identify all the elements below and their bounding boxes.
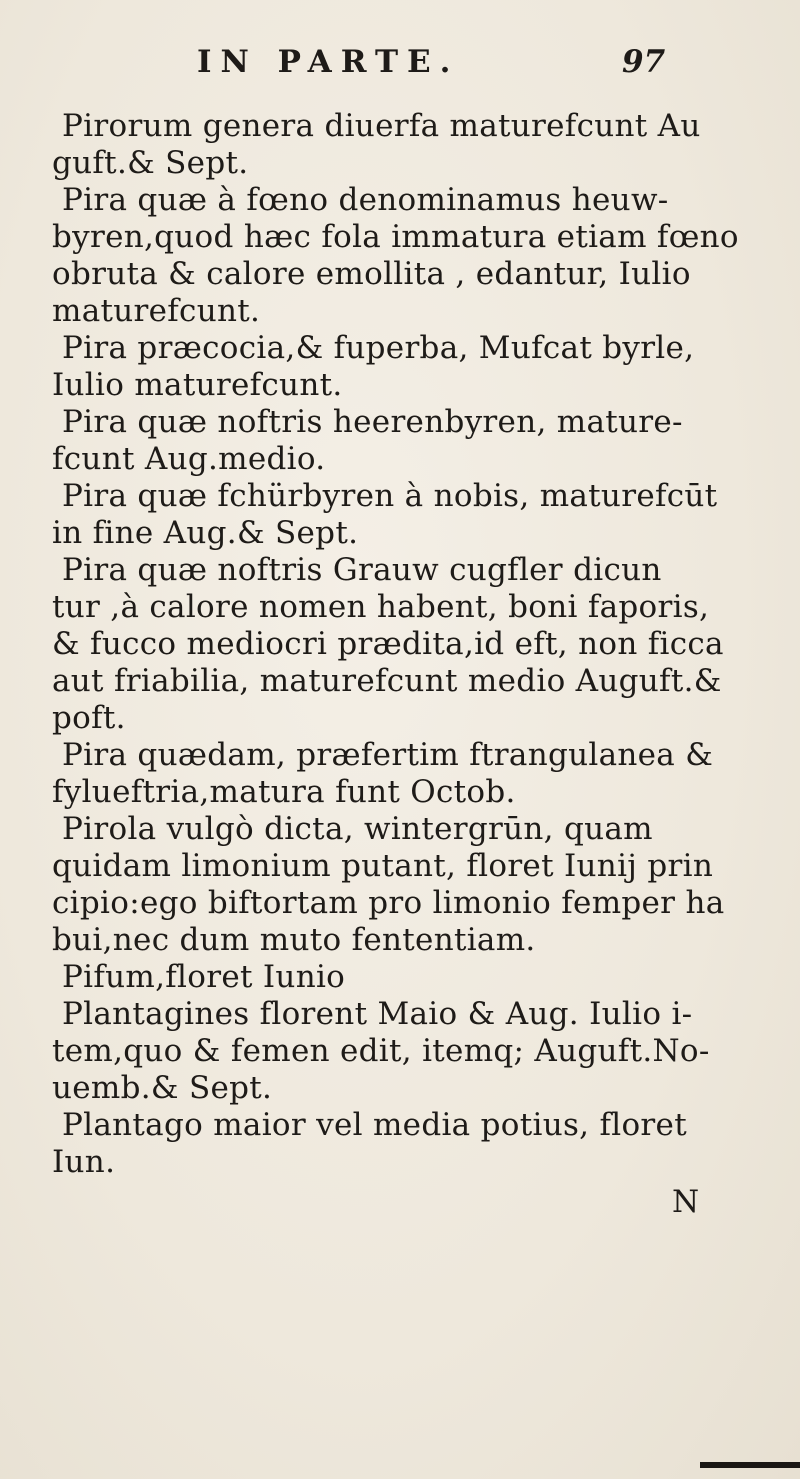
running-head-title: IN PARTE. [197,44,460,80]
text-line: Pirola vulgò dicta, wintergrūn, quam [62,811,653,847]
text-line: obruta & calore emollita , edantur, Iulio [52,256,691,292]
text-line: Pira quæ fchürbyren à nobis, maturefcūt [62,478,718,514]
text-line: Iulio maturefcunt. [52,367,343,403]
text-line: tem,quo & femen edit, itemq; Auguft.No- [52,1033,710,1069]
running-head [0,44,800,94]
text-line: cipio:ego biftortam pro limonio femper ha [52,885,725,921]
text-line: & fucco mediocri prædita,id eft, non ficca [52,626,724,662]
text-line: Pira quædam, præfertim ftrangulanea & [62,737,714,773]
text-line: fylueftria,matura funt Octob. [52,774,516,810]
text-line: Pira quæ noftris Grauw cugfler dicun [62,552,662,588]
signature-mark: N [672,1184,700,1220]
text-line: Plantagines florent Maio & Aug. Iulio i- [62,996,693,1032]
text-line: Iun. [52,1144,116,1180]
text-line: Pirorum genera diuerfa maturefcunt Au [62,108,701,144]
text-line: Plantago maior vel media potius, floret [62,1107,687,1143]
text-line: Pira quæ noftris heerenbyren, mature- [62,404,683,440]
text-line: bui,nec dum muto fententiam. [52,922,536,958]
text-line: Pifum,floret Iunio [62,959,346,995]
text-line: tur ,à calore nomen habent, boni faporis, [52,589,710,625]
page-number: 97 [622,44,666,80]
text-line: uemb.& Sept. [52,1070,273,1106]
text-line: maturefcunt. [52,293,261,329]
text-line: in fine Aug.& Sept. [52,515,359,551]
text-line: Pira præcocia,& fuperba, Mufcat byrle, [62,330,695,366]
page-edge-shadow [700,1462,800,1468]
text-line: quidam limonium putant, floret Iunij prin [52,848,714,884]
text-line: poft. [52,700,126,736]
text-line: guft.& Sept. [52,145,249,181]
text-line: Pira quæ à fœno denominamus heuw- [62,182,669,218]
text-line: byren,quod hæc fola immatura etiam fœno [52,219,739,255]
text-line: aut friabilia, maturefcunt medio Auguft.& [52,663,722,699]
text-line: fcunt Aug.medio. [52,441,326,477]
